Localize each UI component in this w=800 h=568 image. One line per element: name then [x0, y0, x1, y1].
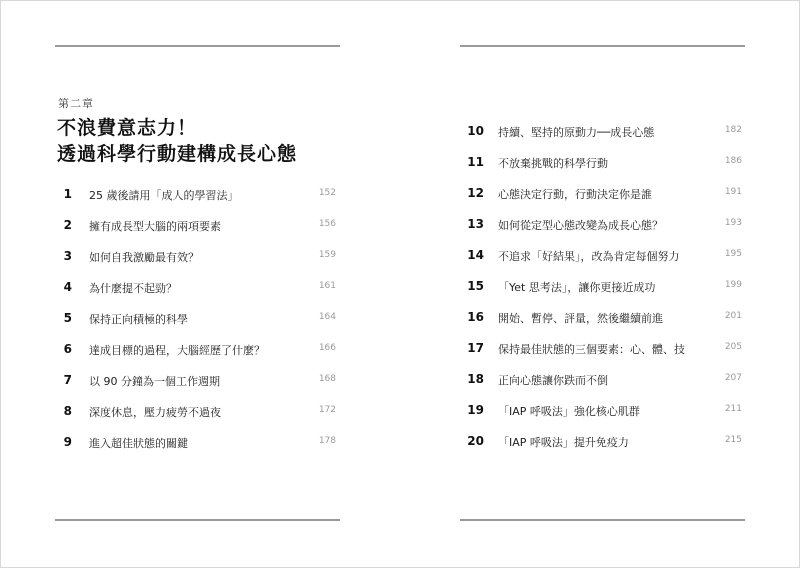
chapter-title-line-2: 透過科學行動建構成長心態 — [57, 143, 298, 165]
toc-entry-title: 持續、堅持的原動力──成長心態 — [498, 126, 655, 139]
toc-entry-title: 25 歲後請用「成人的學習法」 — [89, 189, 239, 202]
toc-entry-page: 156 — [318, 219, 336, 229]
chapter-title-line-1: 不浪費意志力！ — [57, 117, 198, 139]
toc-entry-number: 9 — [63, 435, 72, 449]
toc-entry-number: 14 — [467, 248, 484, 262]
toc-entry[interactable] — [58, 187, 336, 207]
toc-entry[interactable] — [58, 249, 336, 269]
toc-entry[interactable] — [464, 279, 742, 299]
toc-entry-number: 4 — [63, 280, 72, 294]
toc-entry[interactable] — [58, 342, 336, 362]
toc-entry-page: 205 — [724, 342, 742, 352]
bottom-rule-left — [55, 519, 340, 521]
toc-entry-number: 5 — [63, 311, 72, 325]
top-rule-right — [460, 45, 745, 47]
toc-entry-title: 進入超佳狀態的關鍵 — [89, 437, 188, 450]
toc-entry-page: 186 — [724, 156, 742, 166]
toc-entry-title: 以 90 分鐘為一個工作週期 — [89, 375, 220, 388]
toc-entry-title: 如何自我激勵最有效？ — [89, 251, 199, 264]
toc-entry-number: 12 — [467, 186, 484, 200]
toc-entry-number: 10 — [467, 124, 484, 138]
toc-entry-number: 6 — [63, 342, 72, 356]
toc-entry-page: 182 — [724, 125, 742, 135]
toc-entry-page: 172 — [318, 405, 336, 415]
toc-entry-page: 191 — [724, 187, 742, 197]
toc-entry-title: 達成目標的過程，大腦經歷了什麼？ — [89, 344, 265, 357]
toc-entry-page: 193 — [724, 218, 742, 228]
toc-entry[interactable] — [464, 372, 742, 392]
toc-entry-number: 11 — [467, 155, 484, 169]
toc-entry-page: 152 — [318, 188, 336, 198]
toc-entry[interactable] — [464, 434, 742, 454]
toc-entry-page: 161 — [318, 281, 336, 291]
toc-entry-number: 17 — [467, 341, 484, 355]
toc-entry-page: 211 — [724, 404, 742, 414]
toc-entry-number: 16 — [467, 310, 484, 324]
toc-entry[interactable] — [58, 280, 336, 300]
toc-entry-title: 「Yet 思考法」，讓你更接近成功 — [498, 281, 656, 294]
toc-entry-number: 20 — [467, 434, 484, 448]
toc-entry[interactable] — [58, 404, 336, 424]
top-rule-left — [55, 45, 340, 47]
toc-entry-title: 擁有成長型大腦的兩項要素 — [89, 220, 221, 233]
toc-entry[interactable] — [464, 186, 742, 206]
toc-entry[interactable] — [58, 435, 336, 455]
toc-entry-number: 1 — [63, 187, 72, 201]
toc-entry-number: 13 — [467, 217, 484, 231]
toc-entry-title: 「IAP 呼吸法」提升免疫力 — [498, 436, 629, 449]
toc-entry-page: 201 — [724, 311, 742, 321]
toc-entry-page: 215 — [724, 435, 742, 445]
toc-entry-page: 164 — [318, 312, 336, 322]
toc-entry-number: 19 — [467, 403, 484, 417]
toc-entry-title: 開始、暫停、評量，然後繼續前進 — [498, 312, 663, 325]
toc-entry-title: 為什麼提不起勁？ — [89, 282, 177, 295]
toc-entry-title: 保持正向積極的科學 — [89, 313, 188, 326]
chapter-label: 第二章 — [58, 97, 94, 110]
toc-entry[interactable] — [464, 248, 742, 268]
toc-entry-title: 「IAP 呼吸法」強化核心肌群 — [498, 405, 640, 418]
toc-entry-number: 15 — [467, 279, 484, 293]
toc-entry-title: 正向心態讓你跌而不倒 — [498, 374, 608, 387]
toc-entry-page: 207 — [724, 373, 742, 383]
toc-entry[interactable] — [464, 310, 742, 330]
toc-entry-title: 深度休息，壓力疲勞不過夜 — [89, 406, 221, 419]
toc-entry[interactable] — [58, 311, 336, 331]
toc-entry-title: 如何從定型心態改變為成長心態？ — [498, 219, 663, 232]
toc-entry[interactable] — [464, 217, 742, 237]
toc-entry-title: 不追求「好結果」，改為肯定每個努力 — [498, 250, 680, 263]
bottom-rule-right — [460, 519, 745, 521]
toc-entry-number: 2 — [63, 218, 72, 232]
toc-entry[interactable] — [464, 403, 742, 423]
toc-entry-title: 不放棄挑戰的科學行動 — [498, 157, 608, 170]
toc-entry[interactable] — [58, 218, 336, 238]
toc-entry-page: 178 — [318, 436, 336, 446]
toc-entry-number: 18 — [467, 372, 484, 386]
toc-entry-page: 199 — [724, 280, 742, 290]
toc-entry[interactable] — [58, 373, 336, 393]
toc-entry-page: 159 — [318, 250, 336, 260]
toc-entry-number: 8 — [63, 404, 72, 418]
toc-entry-number: 3 — [63, 249, 72, 263]
toc-entry-number: 7 — [63, 373, 72, 387]
toc-entry[interactable] — [464, 341, 742, 361]
toc-entry[interactable] — [464, 124, 742, 144]
toc-entry-page: 195 — [724, 249, 742, 259]
toc-entry[interactable] — [464, 155, 742, 175]
toc-entry-page: 168 — [318, 374, 336, 384]
toc-entry-title: 保持最佳狀態的三個要素：心、體、技 — [498, 343, 685, 356]
toc-entry-page: 166 — [318, 343, 336, 353]
toc-entry-title: 心態決定行動，行動決定你是誰 — [498, 188, 652, 201]
